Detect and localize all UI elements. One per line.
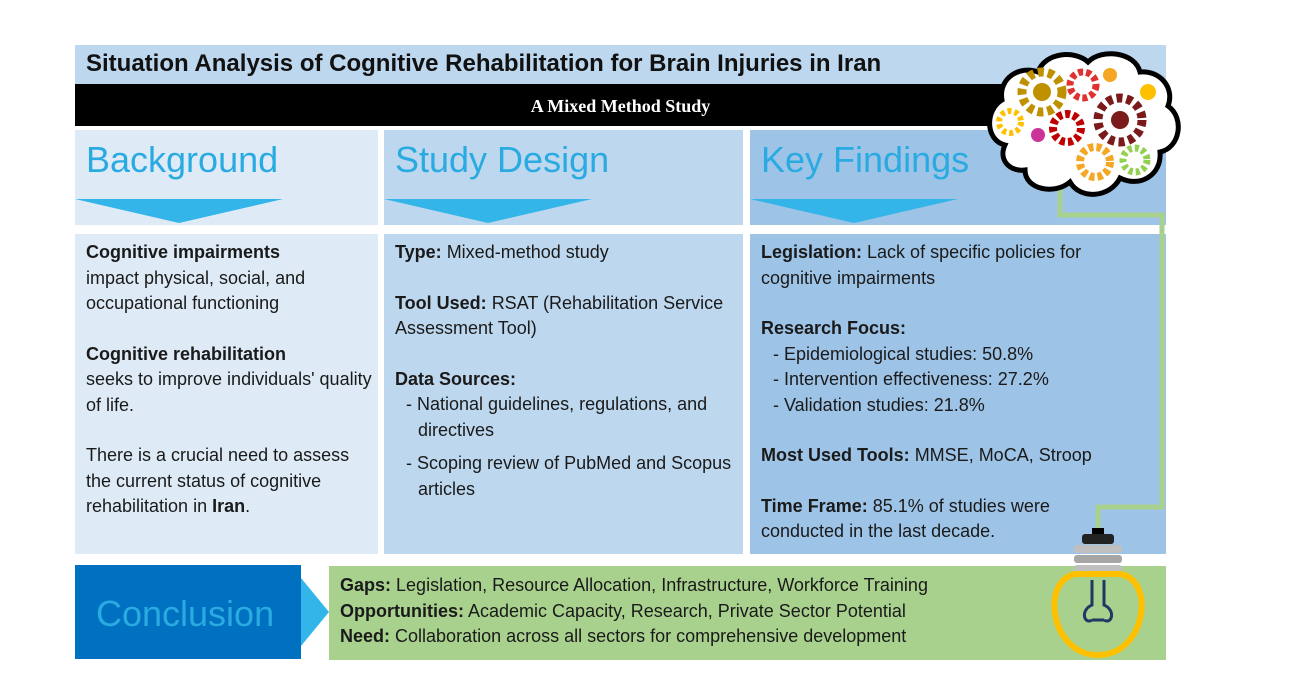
- conclusion-arrow-icon: [301, 578, 329, 646]
- gaps-row: [340, 573, 928, 599]
- sources-block: [395, 367, 737, 503]
- tool-label: Tool Used:: [395, 292, 487, 313]
- cognitive-impairments-text: impact physical, social, and occupational functioning: [86, 267, 306, 313]
- brain-gears-icon: [990, 54, 1179, 195]
- background-heading: Background: [86, 139, 279, 180]
- background-paragraph-3: [86, 443, 372, 520]
- type-label: Type:: [395, 242, 442, 262]
- focus-item: - Intervention effectiveness: 27.2%: [773, 369, 1049, 389]
- need-row: [340, 624, 928, 650]
- sources-label: Data Sources:: [395, 368, 517, 389]
- time-frame-label: Time Frame:: [761, 495, 868, 516]
- focus-item: - Epidemiological studies: 50.8%: [773, 343, 1034, 364]
- study-design-header: [384, 130, 743, 225]
- wire-icon: [1060, 170, 1162, 530]
- time-frame-value: 85.1% of studies were conducted in the last decade.: [761, 495, 1050, 541]
- opportunities-row: [340, 599, 928, 625]
- iran-label: Iran: [212, 496, 246, 516]
- tools-value: MMSE, MoCA, Stroop: [914, 445, 1092, 465]
- conclusion-heading: Conclusion: [96, 593, 275, 634]
- gaps-value: Legislation, Resource Allocation, Infrastructure, Workforce Training: [396, 575, 928, 595]
- study-design-panel: [384, 234, 743, 554]
- study-design-arrow-icon: [384, 199, 592, 223]
- page-title: Situation Analysis of Cognitive Rehabilitation for Brain Injuries in Iran: [86, 50, 882, 77]
- opportunities-value: Academic Capacity, Research, Private Sector Potential: [468, 600, 906, 621]
- legislation-value: Lack of specific policies for cognitive impairments: [761, 242, 1082, 288]
- background-header: [75, 130, 378, 225]
- background-paragraph-1: [86, 240, 372, 317]
- key-findings-heading: Key Findings: [761, 139, 970, 180]
- need-value: Collaboration across all sectors for comprehensive development: [395, 626, 907, 646]
- research-focus-label: Research Focus:: [761, 318, 907, 338]
- focus-item: - Validation studies: 21.8%: [773, 394, 985, 415]
- gaps-label: Gaps:: [340, 575, 392, 595]
- need-label: Need:: [340, 626, 391, 646]
- subtitle: A Mixed Method Study: [530, 96, 711, 116]
- background-paragraph-2: [86, 342, 372, 419]
- type-value: Mixed-method study: [446, 242, 609, 262]
- type-row: [395, 240, 737, 266]
- tool-row: [395, 291, 737, 342]
- source-item: - Scoping review of PubMed and Scopus articles: [406, 453, 732, 499]
- cognitive-impairments-label: Cognitive impairments: [86, 242, 281, 262]
- brain-lightbulb-illustration: [980, 40, 1190, 670]
- source-item: - National guidelines, regulations, and directives: [406, 394, 708, 440]
- legislation-label: Legislation:: [761, 242, 863, 262]
- need-text: There is a crucial need to assess the current status of cognitive rehabilitation in: [86, 445, 350, 516]
- period: .: [245, 496, 251, 516]
- cognitive-rehabilitation-label: Cognitive rehabilitation: [86, 343, 287, 364]
- conclusion-box: [75, 565, 301, 659]
- background-arrow-icon: [75, 199, 283, 223]
- background-panel: [75, 234, 378, 554]
- tools-label: Most Used Tools:: [761, 445, 910, 465]
- lightbulb-icon: [1054, 528, 1141, 655]
- key-findings-arrow-icon: [750, 199, 958, 223]
- opportunities-label: Opportunities:: [340, 600, 464, 621]
- tool-value: RSAT (Rehabilitation Service Assessment Tool): [395, 292, 724, 338]
- cognitive-rehabilitation-text: seeks to improve individuals' quality of life.: [86, 369, 372, 415]
- study-design-heading: Study Design: [395, 139, 610, 180]
